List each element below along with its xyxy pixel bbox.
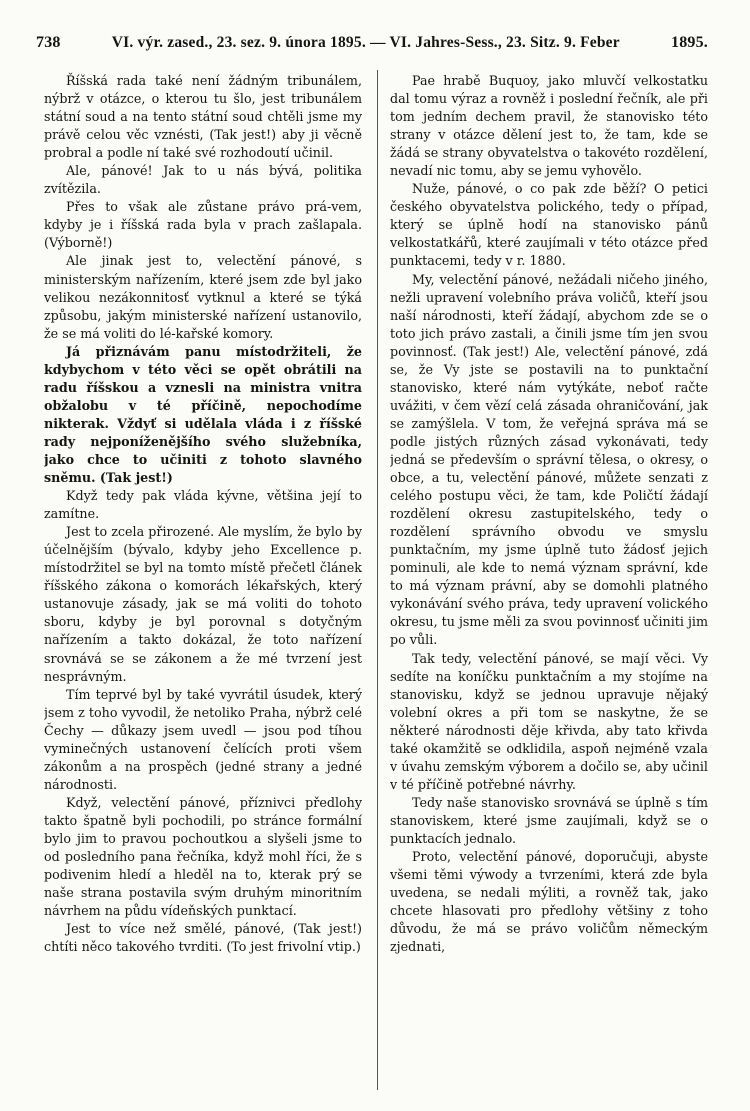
paragraph: My, velectění pánové, nežádali ničeho jiného, nežli upravení volebního práva voličů, kteří jsou naší národnosti, kteří žádají, abychom zde se o toto jich právo zastali, a činili jsme tím jen svou povinnosť. (Tak jest!) Ale, velectění pánové, zdá se, že Vy jste se postavili na to punktační stanovisko, které nám vytýkáte, neboť račte uvážiti, v čem vězí celá zásada ohraničování, jak se zamýšlela. V tom, že veřejná správa má se podle jistých různých zásad vykonávati, tedy jedná se především o správní tělesa, o okresy, o obce, a tu, velectění pánové, můžete senzati z celého postupu věci, že tam, kde Poličtí žádají rozdělení okresu zastupitelského, tedy o rozdělení správního obvodu ve smyslu punktačním, my jsme úplně tuto žádosť jejich pominuli, ale kde to nemá význam správní, kde to má význam právní, aby se domohli platného vykonávání svého práva, tedy upravení volického okresu, tu jsme měli za svou povinnosť učiniti jim po vůli. [390, 271, 708, 648]
paragraph: Říšská rada také není žádným tribunálem, nýbrž v otázce, o kterou tu šlo, jest tribunálem státní soud a na tento státní soud chtěli jsme my právě celou věc vznésti, (Tak jest!) aby ji věcně probral a podle ní také své rozhodoutí učinil. [44, 73, 362, 161]
right-column [390, 72, 708, 1092]
paragraph: Když, velectění pánové, příznivci předlohy takto špatně byli pochodili, po stránce formální bylo jim to pravou pochoutkou a slyšeli jsme to od posledního pana řečníka, když mohl říci, že s podivenim hledí a hleděl na to, kterak prý se naše strana postavila svým druhým minoritním návrhem na půdu vídeňských punktací. [44, 794, 362, 919]
paragraph: Tedy naše stanovisko srovnává se úplně s tím stanoviskem, které jsme zaujímali, když se o punktacích jednalo. [390, 794, 708, 846]
paragraph: Jest to zcela přirozené. Ale myslím, že bylo by účelnějším (bývalo, kdyby jeho Excellence p. místodržitel se byl na tomto místě přečetl článek říšského zákona o komorách lékařských, který ustanovuje zásady, jak se má voliti do tohoto sboru, kdyby je byl porovnal s dotyčným nařízením a takto dokázal, že toto nařízení srovnává se se zákonem a že mé tvrzení jest nesprávným. [44, 524, 362, 684]
paragraph: Pae hrabě Buquoy, jako mluvčí velkostatku dal tomu výraz a rovněž i poslední řečník, ale při tom jedním dechem pravil, že stanovisko této strany v otázce dělení jest to, že tam, kde se žádá se strany obyvatelstva o takovéto rozdělení, nevadí nic tomu, aby se jemu vyhovělo. [390, 73, 708, 179]
paragraph: Já přiznávám panu místodržiteli, že kdybychom v této věci se opět obrátili na radu říšskou a vznesli na ministra vnitra obžalobu v té příčině, nepochodíme nikterak. Vždyť si udělala vláda i z říšské rady nejponíženějšího svého služebníka, jako chce to učiniti z tohoto slavného sněmu. (Tak jest!) [44, 343, 362, 486]
left-column [44, 72, 362, 1092]
session-info: VI. výr. zased., 23. sez. 9. února 1895. — VI. Jahres-Sess., 23. Sitz. 9. Feber [111, 34, 620, 51]
paragraph: Proto, velectění pánové, doporučuji, abyste všemi těmi výwody a tvrzeními, která zde byla uvedena, se nedali mýliti, a rovněž tak, jako chcete hlasovati pro předlohy většiny z toho důvodu, že má se právo voličům německým zjednati, [390, 849, 708, 955]
column-divider [377, 70, 378, 1090]
paragraph: Jest to více než smělé, pánové, (Tak jest!) chtíti něco takového tvrditi. (To jest frivolní vtip.) [44, 921, 362, 955]
paragraph: Ale, pánové! Jak to u nás bývá, politika zvítězila. [44, 163, 362, 197]
page-header [36, 34, 708, 52]
paragraph: Tak tedy, velectění pánové, se mají věci. Vy sedíte na koníčku punktačním a my stojíme na stanovisku, když se jednou upravuje nějaký volební okres a při tom se naskytne, že se některé národnosti děje křivda, aby tato křivda také okamžitě se odklidila, aspoň nejméně vzala v úvahu zemským výborem a dočilo se, aby učinil v té příčině potřebné návrhy. [390, 650, 708, 792]
paragraph: Nuže, pánové, o co pak zde běží? O petici českého obyvatelstva polického, tedy o případ, který se úplně hodí na stanovisko pánů velkostatkářů, které zaujímali v této otázce před punktacemi, tedy v r. 1880. [390, 181, 708, 269]
paragraph: Tím teprvé byl by také vyvrátil úsudek, který jsem z toho vyvodil, že netoliko Praha, nýbrž celé Čechy — důkazy jsem uvedl — jsou pod tíhou vyminečných ustanovení čelících proti všem zákonům a na prospěch (jedné strany a jedné národnosti. [44, 686, 362, 792]
header-year: 1895. [671, 34, 708, 51]
paragraph: Přes to však ale zůstane právo prá-vem, kdyby je i říšská rada byla v prach zašlapala. (Výborně!) [44, 199, 362, 251]
page-number: 738 [36, 34, 61, 51]
paragraph: Když tedy pak vláda kývne, většina její to zamítne. [44, 488, 362, 522]
paragraph: Ale jinak jest to, velectění pánové, s ministerským nařízením, které jsem zde byl jako velikou nezákonnitosť vytknul a které se týká způsobu, jakým ministerské nařízení ustanovilo, že se má voliti do lé-kařské komory. [44, 253, 362, 341]
